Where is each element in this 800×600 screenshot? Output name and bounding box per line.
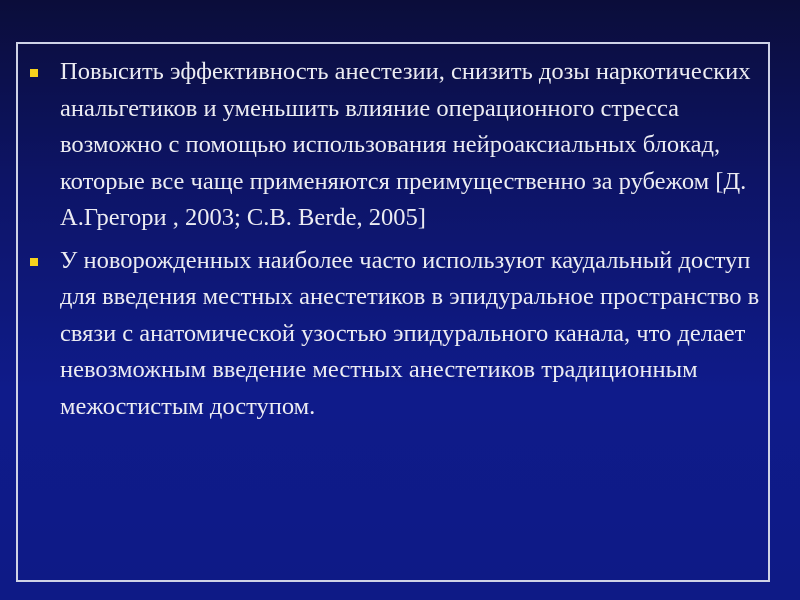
bullet-list [30,54,765,431]
square-bullet-icon [30,69,38,77]
bullet-item-1 [30,54,765,237]
bullet-item-2 [30,243,765,426]
square-bullet-icon [30,258,38,266]
bullet-text-2: У новорожденных наиболее часто используют каудальный доступ для введения местных анестетиков в эпидуральное пространство в связи с анатомической узостью эпидурального канала, что делает невозможным введение местных анестетиков традиционным межостистым доступом. [60,246,760,420]
bullet-text-1: Повысить эффективность анестезии, снизить дозы наркотических анальгетиков и уменьшить влияние операционного стресса возможно с помощью использования нейроаксиальных блокад, которые все чаще применяются преимущественно за рубежом [Д. А.Грегори , 2003; С.В. Berde, 2005] [60,58,751,231]
